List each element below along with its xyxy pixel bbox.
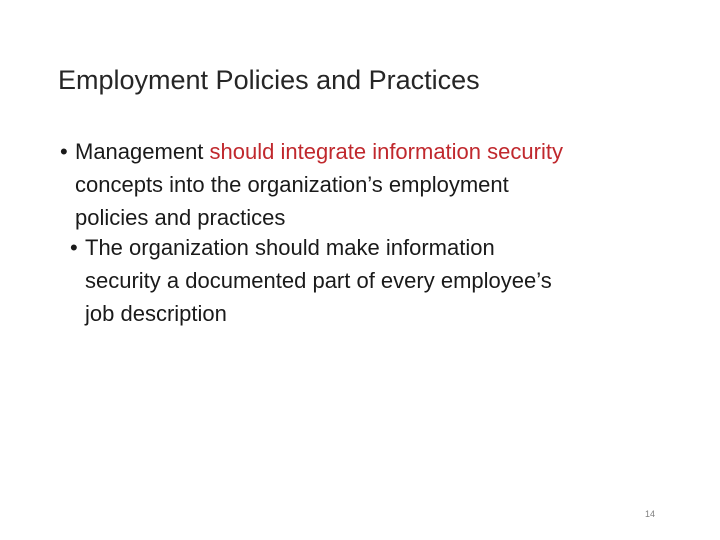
highlighted-text: should integrate information security [209,139,563,164]
bullet-line [75,135,675,168]
bullet-line: security a documented part of every employee’s [85,268,552,293]
bullet-line: The organization should make information [85,235,495,260]
bullet-line: policies and practices [75,205,286,230]
bullet-marker: • [70,235,78,260]
page-number: 14 [645,509,656,519]
bullet-item [60,135,675,234]
bullet-line: concepts into the organization’s employment [75,172,509,197]
bullet-item [70,231,675,330]
bullet-line: job description [85,301,227,326]
slide-title: Employment Policies and Practices [58,65,480,95]
bullet-marker: • [60,139,68,164]
bullet-text: Management [75,139,210,164]
